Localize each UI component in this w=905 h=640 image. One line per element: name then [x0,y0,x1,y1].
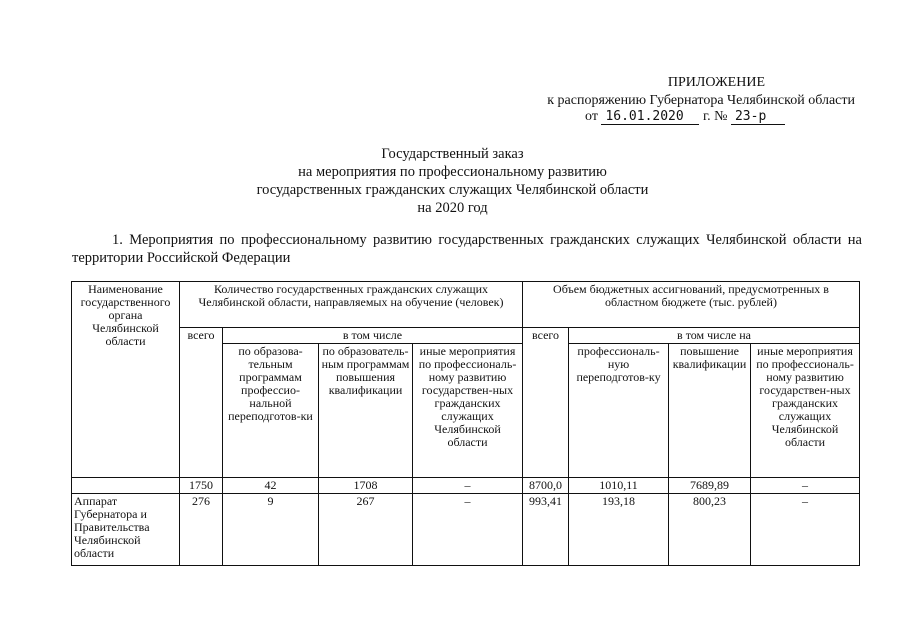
organ-line: области [74,546,115,560]
organ-line: Аппарат [74,494,118,508]
total-cell: 1750 [180,478,223,494]
row-cell: 267 [319,494,413,566]
header-count-other: иные мероприятия по профессиональ-ному развитию государствен-ных гражданских служащих Челябинской области [413,344,523,478]
row-cell: 800,23 [669,494,751,566]
total-cell: 8700,0 [523,478,569,494]
organ-line: Правительства [74,520,150,534]
header-budget-retraining: профессиональ-ную переподготов-ку [569,344,669,478]
organ-line: Губернатора и [74,507,147,521]
doc-title-line4: на 2020 год [417,200,488,216]
totals-organ [72,478,180,494]
header-count-including: в том числе [223,328,523,344]
totals-row [72,478,860,494]
year-suffix: г. № [702,109,728,124]
order-table [71,281,860,566]
appendix-order-ref: к распоряжению Губернатора Челябинской области [547,93,855,108]
header-count-group: Количество государственных гражданских служащих Челябинской области, направляемых на обучение (человек) [180,282,523,328]
row-cell: 9 [223,494,319,566]
header-organ: Наименование государственного органа Челябинской области [72,282,180,478]
row-cell: 276 [180,494,223,566]
appendix-label: ПРИЛОЖЕНИЕ [667,75,765,90]
row-cell: 993,41 [523,494,569,566]
header-count-total: всего [180,328,223,478]
header-budget-other: иные мероприятия по профессиональ-ному развитию государствен-ных гражданских служащих Челябинской области [751,344,860,478]
header-count-qualification: по образователь-ным программам повышения квалификации [319,344,413,478]
header-count-retraining: по образова-тельным программам профессио-нальной переподготов-ки [223,344,319,478]
total-cell: 1708 [319,478,413,494]
section-heading [72,231,862,267]
doc-title-line1: Государственный заказ [381,146,524,162]
total-cell: – [413,478,523,494]
doc-title-line3: государственных гражданских служащих Челябинской области [256,182,649,198]
doc-title-line2: на мероприятия по профессиональному развитию [298,164,607,180]
total-cell: 1010,11 [569,478,669,494]
order-number: 23-р [731,109,785,125]
header-budget-total: всего [523,328,569,478]
row-cell: – [413,494,523,566]
order-date-line [585,109,785,125]
organ-line: Челябинской [74,533,141,547]
total-cell: 42 [223,478,319,494]
row-cell: 193,18 [569,494,669,566]
header-budget-group: Объем бюджетных ассигнований, предусмотренных в областном бюджете (тыс. рублей) [523,282,860,328]
row-cell: – [751,494,860,566]
total-cell: 7689,89 [669,478,751,494]
table-row [72,494,860,566]
total-cell: – [751,478,860,494]
order-date: 16.01.2020 [601,109,699,125]
section-text: 1. Мероприятия по профессиональному развитию государственных гражданских служащих Челябинской области на территории Российской Федерации [72,232,862,266]
header-budget-qualification: повышение квалификации [669,344,751,478]
header-budget-including: в том числе на [569,328,860,344]
row-organ [72,494,180,566]
from-prefix: от [585,109,598,124]
